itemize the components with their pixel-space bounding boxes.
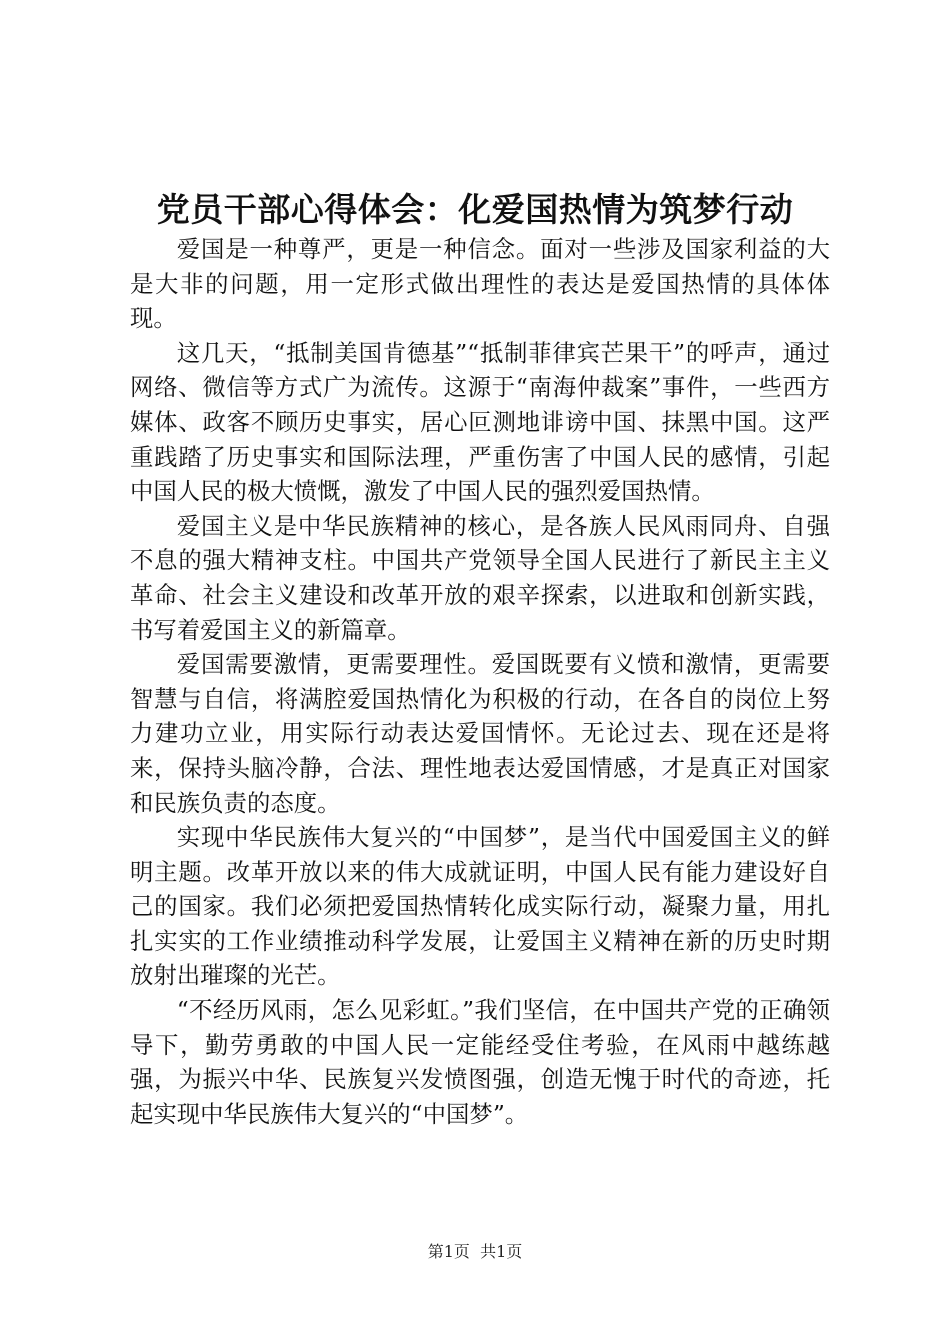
footer-separator	[470, 1242, 480, 1261]
page-footer	[0, 1240, 950, 1264]
page-number-total: 共1页	[480, 1242, 523, 1261]
paragraph-1: 爱国是一种尊严，更是一种信念。面对一些涉及国家利益的大是大非的问题，用一定形式做出理性的表达是爱国热情的具体体现。	[130, 235, 830, 333]
paragraph-6: “不经历风雨，怎么见彩虹。”我们坚信，在中国共产党的正确领导下，勤劳勇敢的中国人民一定能经受住考验，在风雨中越练越强，为振兴中华、民族复兴发愤图强，创造无愧于时代的奇迹，托起实现中华民族伟大复兴的“中国梦”。	[130, 996, 830, 1128]
document-title: 党员干部心得体会：化爱国热情为筑梦行动	[156, 190, 794, 229]
paragraph-4: 爱国需要激情，更需要理性。爱国既要有义愤和激情，更需要智慧与自信，将满腔爱国热情化为积极的行动，在各自的岗位上努力建功立业，用实际行动表达爱国情怀。无论过去、现在还是将来，保持头脑冷静，合法、理性地表达爱国情感，才是真正对国家和民族负责的态度。	[130, 650, 830, 817]
document-body	[130, 232, 830, 1131]
paragraph-3: 爱国主义是中华民族精神的核心，是各族人民风雨同舟、自强不息的强大精神支柱。中国共产党领导全国人民进行了新民主主义革命、社会主义建设和改革开放的艰辛探索，以进取和创新实践，书写着爱国主义的新篇章。	[130, 511, 830, 644]
page-number-current: 第1页	[427, 1242, 470, 1261]
paragraph-2: 这几天，“抵制美国肯德基”“抵制菲律宾芒果干”的呼声，通过网络、微信等方式广为流传。这源于“南海仲裁案”事件，一些西方媒体、政客不顾历史事实，居心叵测地诽谤中国、抹黑中国。这严重践踏了历史事实和国际法理，严重伤害了中国人民的感情，引起中国人民的极大愤慨，激发了中国人民的强烈爱国热情。	[130, 338, 830, 506]
paragraph-5: 实现中华民族伟大复兴的“中国梦”，是当代中国爱国主义的鲜明主题。改革开放以来的伟大成就证明，中国人民有能力建设好自己的国家。我们必须把爱国热情转化成实际行动，凝聚力量，用扎扎实实的工作业绩推动科学发展，让爱国主义精神在新的历史时期放射出璀璨的光芒。	[130, 823, 830, 990]
